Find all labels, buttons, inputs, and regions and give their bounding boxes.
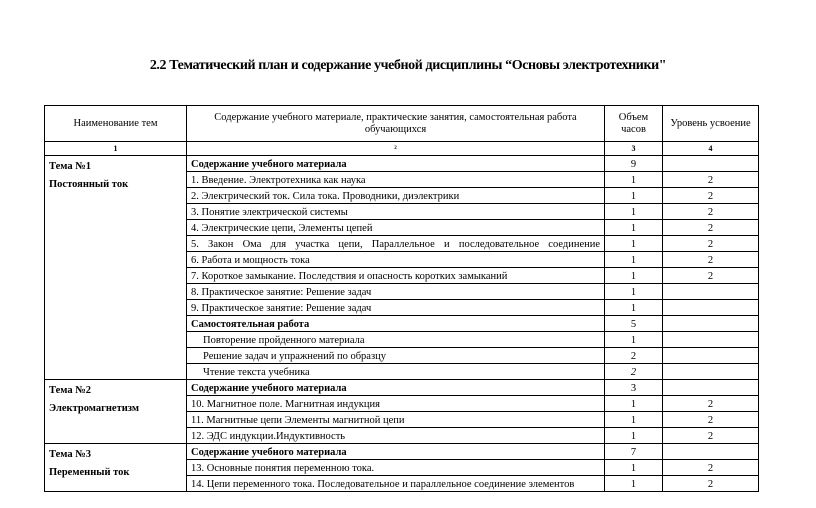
theme-number: Тема №3: [49, 449, 92, 460]
hours-cell: 1: [605, 220, 663, 236]
content-cell: 8. Практическое занятие: Решение задач: [187, 284, 605, 300]
content-cell: 7. Короткое замыкание. Последствия и опасность коротких замыканий: [187, 268, 605, 284]
level-cell: [663, 316, 759, 332]
column-number-row: [45, 142, 759, 156]
hours-cell: 1: [605, 268, 663, 284]
theme-name: Постоянный ток: [49, 179, 129, 190]
theme-number: Тема №2: [49, 385, 92, 396]
header-topic-name: Наименование тем: [45, 106, 187, 142]
content-cell: 11. Магнитные цепи Элементы магнитной цепи: [187, 412, 605, 428]
hours-cell: 1: [605, 396, 663, 412]
table-row: [45, 444, 759, 460]
level-cell: [663, 380, 759, 396]
hours-cell: 1: [605, 172, 663, 188]
theme-cell: [45, 444, 187, 492]
level-cell: 2: [663, 396, 759, 412]
theme-name: Электромагнетизм: [49, 403, 139, 414]
level-cell: [663, 444, 759, 460]
level-cell: 2: [663, 236, 759, 252]
content-cell: 5. Закон Ома для участка цепи, Параллельное и последовательное соединение: [187, 236, 605, 252]
content-cell: Самостоятельная работа: [187, 316, 605, 332]
hours-cell: 1: [605, 412, 663, 428]
content-cell: 9. Практическое занятие: Решение задач: [187, 300, 605, 316]
table-header-row: [45, 106, 759, 142]
column-number: 3: [605, 142, 663, 156]
level-cell: 2: [663, 460, 759, 476]
level-cell: [663, 300, 759, 316]
level-cell: 2: [663, 188, 759, 204]
hours-cell: 1: [605, 428, 663, 444]
hours-cell: 3: [605, 380, 663, 396]
header-content: Содержание учебного материале, практические занятия, самостоятельная работа обучающихся: [187, 106, 605, 142]
hours-cell: 1: [605, 332, 663, 348]
hours-cell: 1: [605, 284, 663, 300]
level-cell: 2: [663, 476, 759, 492]
hours-cell: 2: [605, 348, 663, 364]
level-cell: 2: [663, 220, 759, 236]
header-level: Уровень усвоение: [663, 106, 759, 142]
header-hours: Объем часов: [605, 106, 663, 142]
hours-cell: 9: [605, 156, 663, 172]
level-cell: [663, 284, 759, 300]
level-cell: [663, 348, 759, 364]
content-cell: Повторение пройденного материала: [187, 332, 605, 348]
content-cell: 1. Введение. Электротехника как наука: [187, 172, 605, 188]
theme-cell: [45, 156, 187, 380]
content-cell: Чтение текста учебника: [187, 364, 605, 380]
content-cell: 2. Электрический ток. Сила тока. Проводники, диэлектрики: [187, 188, 605, 204]
theme-number: Тема №1: [49, 161, 92, 172]
hours-cell: 1: [605, 188, 663, 204]
document-title: 2.2 Тематический план и содержание учебной дисциплины “Основы электротехники": [149, 58, 667, 73]
level-cell: [663, 364, 759, 380]
hours-cell: 1: [605, 460, 663, 476]
hours-cell: 1: [605, 476, 663, 492]
content-cell: Содержание учебного материала: [187, 156, 605, 172]
hours-cell: 1: [605, 204, 663, 220]
level-cell: [663, 332, 759, 348]
content-cell: 3. Понятие электрической системы: [187, 204, 605, 220]
hours-cell: 1: [605, 252, 663, 268]
theme-cell: [45, 380, 187, 444]
content-cell: 6. Работа и мощность тока: [187, 252, 605, 268]
content-cell: Содержание учебного материала: [187, 380, 605, 396]
thematic-plan-table: [44, 105, 759, 492]
column-number: 2: [187, 142, 605, 156]
content-cell: Содержание учебного материала: [187, 444, 605, 460]
theme-name: Переменный ток: [49, 467, 130, 478]
hours-cell: 1: [605, 300, 663, 316]
content-cell: Решение задач и упражнений по образцу: [187, 348, 605, 364]
hours-cell: 1: [605, 236, 663, 252]
table-row: [45, 156, 759, 172]
content-cell: 4. Электрические цепи, Элементы цепей: [187, 220, 605, 236]
content-cell: 10. Магнитное поле. Магнитная индукция: [187, 396, 605, 412]
level-cell: 2: [663, 204, 759, 220]
hours-cell: 5: [605, 316, 663, 332]
content-cell: 14. Цепи переменного тока. Последовательное и параллельное соединение элементов: [187, 476, 605, 492]
column-number: 4: [663, 142, 759, 156]
table-row: [45, 380, 759, 396]
level-cell: 2: [663, 428, 759, 444]
level-cell: 2: [663, 252, 759, 268]
content-cell: 12. ЭДС индукции.Индуктивность: [187, 428, 605, 444]
hours-cell: 2: [605, 364, 663, 380]
level-cell: 2: [663, 268, 759, 284]
level-cell: 2: [663, 172, 759, 188]
column-number: 1: [45, 142, 187, 156]
level-cell: 2: [663, 412, 759, 428]
level-cell: [663, 156, 759, 172]
hours-cell: 7: [605, 444, 663, 460]
content-cell: 13. Основные понятия переменною тока.: [187, 460, 605, 476]
